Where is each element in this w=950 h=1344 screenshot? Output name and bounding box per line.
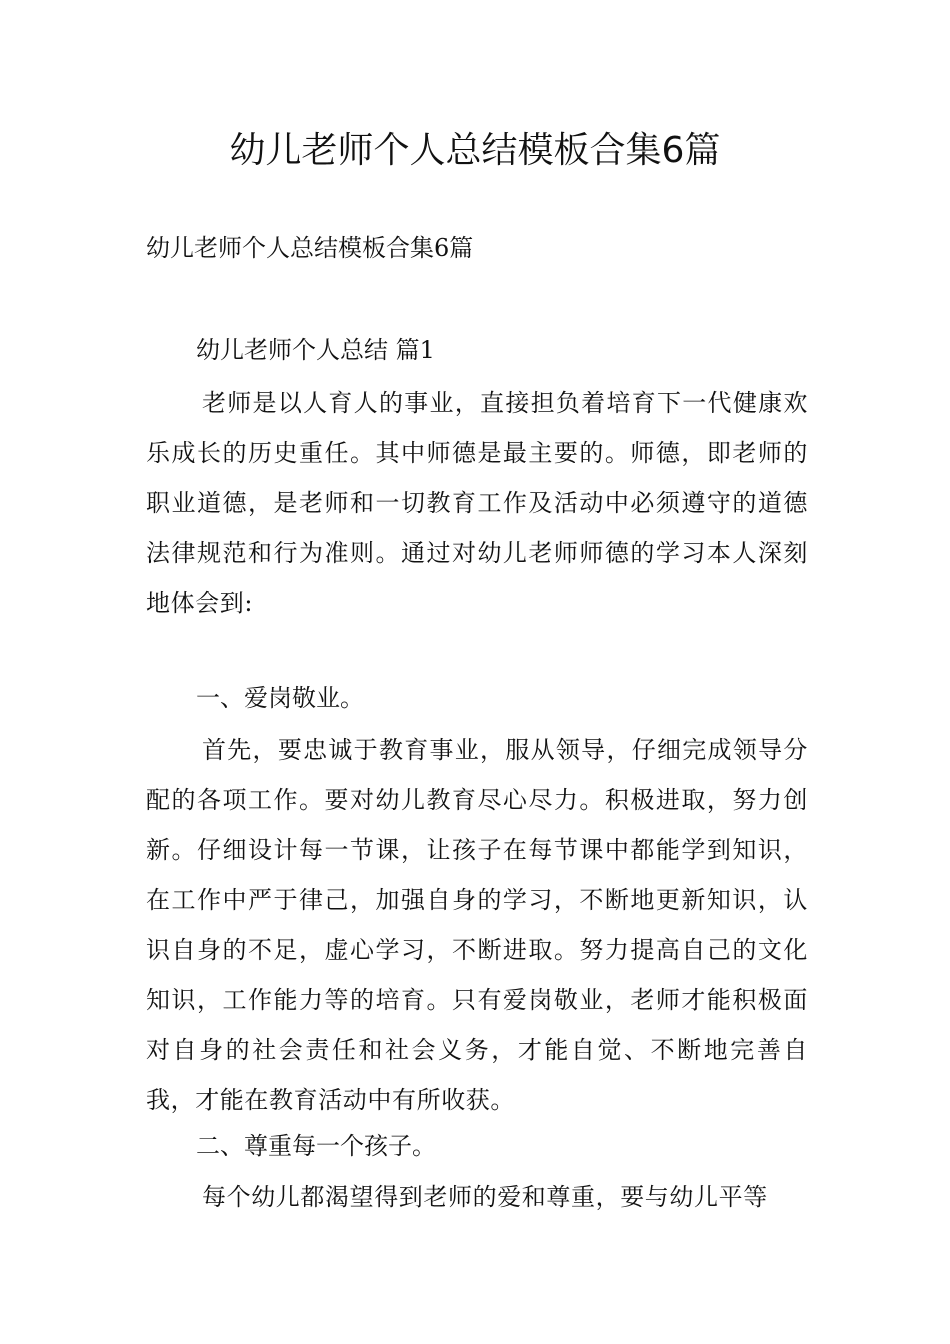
document-title: 幼儿老师个人总结模板合集6篇: [229, 130, 721, 171]
heading-love-work: 一、爱岗敬业。: [196, 684, 364, 712]
document-subtitle: 幼儿老师个人总结模板合集6篇: [146, 234, 474, 262]
intro-paragraph: 老师是以人育人的事业，直接担负着培育下一代健康欢乐成长的历史重任。其中师德是最主要的。师德，即老师的职业道德，是老师和一切教育工作及活动中必须遵守的道德法律规范和行为准则。通过对幼儿老师师德的学习本人深刻地体会到:: [146, 389, 808, 617]
heading-respect-children: 二、尊重每一个孩子。: [196, 1132, 436, 1160]
love-work-paragraph: 首先，要忠诚于教育事业，服从领导，仔细完成领导分配的各项工作。要对幼儿教育尽心尽力。积极进取，努力创新。仔细设计每一节课，让孩子在每节课中都能学到知识，在工作中严于律己，加强自身的学习，不断地更新知识，认识自身的不足，虚心学习，不断进取。努力提高自己的文化知识，工作能力等的培育。只有爱岗敬业，老师才能积极面对自身的社会责任和社会义务，才能自觉、不断地完善自我，才能在教育活动中有所收获。: [146, 736, 808, 1114]
section-title: 幼儿老师个人总结 篇1: [196, 336, 435, 364]
respect-children-paragraph: 每个幼儿都渴望得到老师的爱和尊重，要与幼儿平等: [202, 1183, 768, 1211]
